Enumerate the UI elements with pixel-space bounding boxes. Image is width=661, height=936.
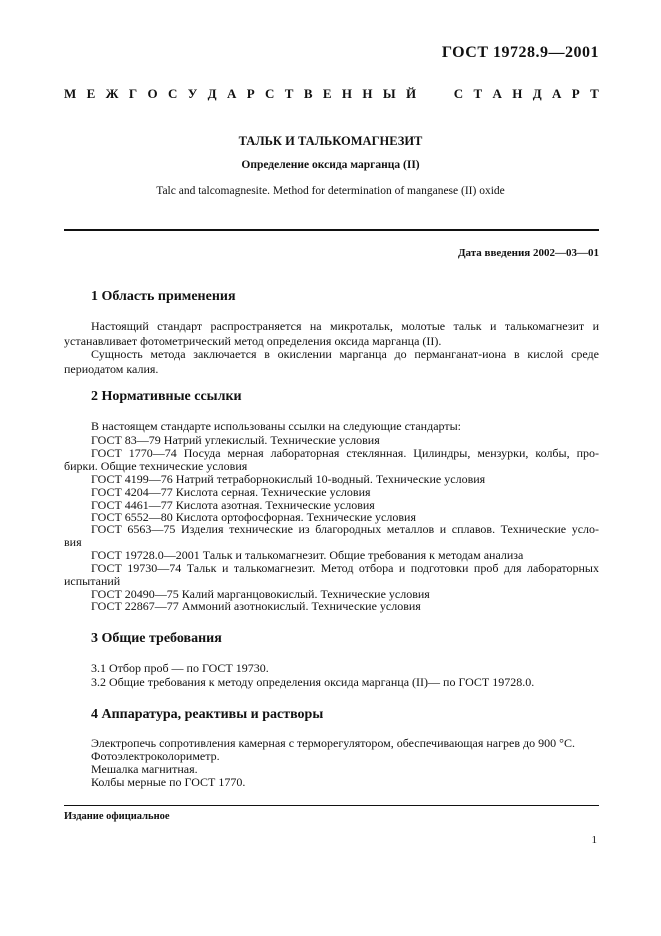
banner-letter: Р (246, 86, 255, 101)
reference-item: бирки. Общие технические условия (64, 459, 248, 473)
page-number: 1 (591, 834, 597, 846)
header-divider (64, 229, 599, 231)
reference-item: ГОСТ 4204—77 Кислота серная. Технические условия (91, 485, 371, 499)
paragraph: Сущность метода заключается в окислении марганца до перманганат-иона в кислой среде периодатом калия. (64, 347, 599, 376)
document-title: ТАЛЬК И ТАЛЬКОМАГНЕЗИТ (238, 134, 423, 148)
reference-item: испытаний (64, 574, 121, 588)
reference-item: ГОСТ 20490—75 Калий марганцовокислый. Технические условия (91, 587, 430, 601)
section-heading-normative-references: 2 Нормативные ссылки (91, 389, 242, 404)
banner-letter: Т (590, 86, 599, 101)
footer-divider (64, 805, 599, 806)
reference-item: ГОСТ 83—79 Натрий углекислый. Технические условия (91, 433, 380, 447)
reference-item: ГОСТ 4461—77 Кислота азотная. Технические условия (91, 498, 375, 512)
reference-item: ГОСТ 6563—75 Изделия технические из благородных металлов и сплавов. Технические усло- (91, 522, 599, 536)
section-heading-apparatus: 4 Аппаратура, реактивы и растворы (91, 707, 324, 722)
banner-letter: В (303, 86, 313, 101)
banner-letter: Т (473, 86, 483, 101)
requirement-item: 3.2 Общие требования к методу определения оксида марганца (II)— по ГОСТ 19728.0. (91, 675, 535, 689)
banner-letter: А (226, 86, 237, 101)
interstate-standard-banner (64, 86, 599, 102)
banner-letter: Н (362, 86, 373, 101)
banner-letter: Р (571, 86, 580, 101)
apparatus-item: Мешалка магнитная. (91, 762, 198, 776)
banner-letter: Й (405, 86, 417, 101)
banner-letter: Д (207, 86, 217, 101)
reference-item: ГОСТ 19730—74 Тальк и талькомагнезит. Метод отбора и подготовки проб для лабораторных (91, 561, 599, 575)
apparatus-item: Колбы мерные по ГОСТ 1770. (91, 775, 246, 789)
paragraph: Настоящий стандарт распространяется на микротальк, молотые тальк и талькомагнезит и устанавливает фотометрический метод определения оксида марганца (II). (64, 319, 599, 348)
banner-letter: Ж (105, 86, 119, 101)
introduction-date: Дата введения 2002—03—01 (457, 247, 599, 259)
apparatus-item: Электропечь сопротивления камерная с терморегулятором, обеспечивающая нагрев до 900 °С. (91, 736, 575, 750)
banner-letter: Д (532, 86, 542, 101)
banner-letter: У (187, 86, 198, 101)
banner-letter: Ы (382, 86, 396, 101)
english-title: Talc and talcomagnesite. Method for determination of manganese (II) oxide (156, 185, 505, 197)
banner-letter: Е (86, 86, 96, 101)
reference-item: ГОСТ 1770—74 Посуда мерная лабораторная стеклянная. Цилиндры, мензурки, колбы, про- (91, 446, 599, 460)
reference-item: вия (64, 535, 82, 549)
banner-letter: Т (284, 86, 294, 101)
banner-letter: С (168, 86, 178, 101)
banner-letter: С (453, 86, 464, 101)
banner-letter: А (552, 86, 562, 101)
reference-item: ГОСТ 19728.0—2001 Тальк и талькомагнезит. Общие требования к методам анализа (91, 548, 524, 562)
apparatus-item: Фотоэлектроколориметр. (91, 749, 220, 763)
reference-item: ГОСТ 6552—80 Кислота ортофосфорная. Технические условия (91, 510, 416, 524)
reference-item: ГОСТ 4199—76 Натрий тетраборнокислый 10-водный. Технические условия (91, 472, 486, 486)
section-heading-general-requirements: 3 Общие требования (91, 631, 222, 646)
banner-letter (440, 86, 443, 102)
banner-letter (426, 86, 429, 102)
banner-letter: А (492, 86, 502, 101)
banner-letter: Н (512, 86, 523, 101)
banner-letter: М (64, 86, 77, 101)
section-heading-scope: 1 Область применения (91, 289, 236, 304)
document-code: ГОСТ 19728.9—2001 (441, 44, 599, 61)
banner-letter: Г (128, 86, 138, 101)
reference-item: ГОСТ 22867—77 Аммоний азотнокислый. Технические условия (91, 599, 421, 613)
document-subtitle: Определение оксида марганца (II) (241, 159, 420, 171)
banner-letter: Н (341, 86, 353, 101)
paragraph: В настоящем стандарте использованы ссылки на следующие стандарты: (91, 419, 462, 433)
banner-letter: О (147, 86, 158, 101)
official-edition-label: Издание официальное (64, 811, 170, 822)
requirement-item: 3.1 Отбор проб — по ГОСТ 19730. (91, 661, 269, 675)
banner-letter: С (265, 86, 275, 101)
banner-letter: Е (322, 86, 332, 101)
